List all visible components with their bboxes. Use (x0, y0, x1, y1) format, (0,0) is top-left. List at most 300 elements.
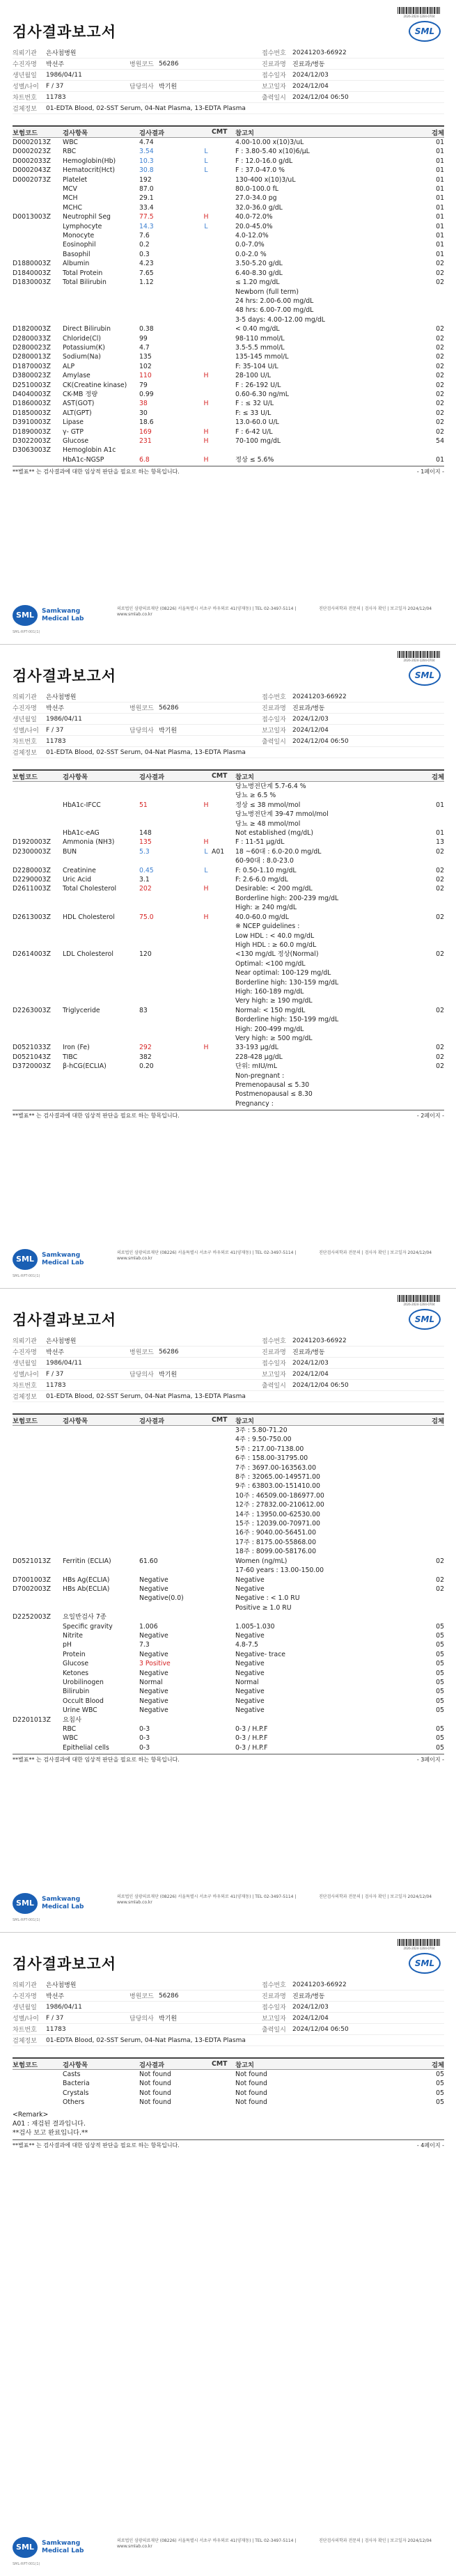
test-name: Uric Acid (63, 876, 92, 884)
reference-range: 17주 : 8175.00-55868.00 (235, 1538, 317, 1546)
specimen-code: 01 (436, 455, 444, 464)
info-label: 수진자명 (13, 1993, 37, 2000)
table-row (13, 250, 444, 259)
info-row (13, 1346, 444, 1358)
test-name: HbA1c-NGSP (63, 455, 104, 464)
info-label: 출력일시 (262, 1383, 286, 1390)
table-row (13, 1053, 444, 1062)
info-label: 생년월일 (13, 1360, 37, 1367)
info-value: 2024/12/04 (292, 1370, 329, 1378)
table-row (13, 1081, 444, 1090)
table-row (13, 1547, 444, 1556)
info-label: 차트번호 (13, 1383, 37, 1390)
result-flag: H (203, 885, 209, 893)
signature-block: 진단검사의학과 전문의 | 검사자 확인 | 보고일자 2024/12/04 (319, 606, 432, 611)
reference-range: 4.0-12.0% (235, 232, 269, 240)
specimen-code: 02 (436, 325, 444, 333)
table-row (13, 409, 444, 418)
test-result: Not found (139, 2098, 171, 2107)
specimen-code: 01 (436, 139, 444, 146)
info-row (13, 1358, 444, 1369)
specimen-code: 01 (436, 241, 444, 249)
info-label: 담당의사 (129, 728, 154, 735)
info-value: 2024/12/03 (292, 1359, 329, 1367)
page-number: - 4페이지 - (416, 2142, 444, 2149)
table-row (13, 978, 444, 987)
company-name: Samkwang Medical Lab (42, 608, 84, 622)
table-row (13, 1631, 444, 1640)
info-label: 병원코드 (129, 1993, 154, 2000)
table-row (13, 231, 444, 240)
test-name: pH (63, 1641, 72, 1649)
test-name: Total Bilirubin (63, 278, 107, 287)
test-result: Negative (139, 1650, 168, 1658)
test-name: Direct Bilirubin (63, 325, 111, 333)
test-result: 0.45 (139, 866, 154, 874)
patient-info (13, 1335, 444, 1402)
table-row (13, 399, 444, 408)
test-name: MCH (63, 194, 78, 203)
info-label: 검체정보 (13, 1394, 37, 1401)
info-label: 보고일자 (262, 728, 286, 735)
table-header (13, 1413, 444, 1426)
reference-range: Premenopausal ≤ 5.30 (235, 1081, 310, 1089)
company-address: 의료법인 삼광의료재단 (08226) 서울특별시 서초구 바우뫼로 41(양재동) | TEL 02-3497-5114 | www.smlab.co.kr (117, 2538, 297, 2549)
table-row (13, 2070, 444, 2079)
test-result: 120 (139, 950, 152, 959)
info-label: 검체정보 (13, 2038, 37, 2045)
report-page (0, 0, 456, 644)
reference-range: 0.0-2.0 % (235, 250, 267, 258)
reference-range: 4.00-10.00 x(10)3/uL (235, 139, 304, 146)
reference-range: 228-428 μg/dL (235, 1053, 283, 1061)
specimen-code: 02 (436, 913, 444, 921)
result-flag: L (204, 222, 208, 230)
test-result: Negative (139, 1706, 168, 1715)
result-flag: L (204, 166, 208, 175)
page-end-line (13, 1110, 444, 1120)
specimen-code: 01 (436, 250, 444, 258)
table-row (13, 838, 444, 847)
test-result: 0-3 (139, 1734, 150, 1743)
reference-range: Negative- trace (235, 1650, 286, 1658)
specimen-code: 02 (436, 866, 444, 874)
table-row (13, 1034, 444, 1043)
specimen-code: 02 (436, 1585, 444, 1593)
info-row (13, 2002, 444, 2013)
reference-range: 40.0-72.0% (235, 213, 273, 221)
table-row (13, 1715, 444, 1725)
barcode-text: 2026-2024-1204-0704 (403, 15, 435, 18)
column-header: 참고치 (235, 2061, 254, 2069)
test-code: D4040003Z (13, 390, 51, 398)
table-row (13, 932, 444, 941)
info-label: 차트번호 (13, 95, 37, 102)
info-row (13, 47, 444, 58)
info-label: 성별/나이 (13, 84, 39, 91)
table-header (13, 769, 444, 782)
info-label: 의뢰기관 (13, 1982, 37, 1989)
reference-range: 27.0-34.0 pg (235, 194, 277, 203)
info-label: 병원코드 (129, 705, 154, 712)
reference-range: ※ NCEP guidelines : (235, 922, 300, 931)
column-header: 검사항목 (63, 1417, 88, 1425)
info-row (13, 58, 444, 70)
company-logo: SML (13, 1249, 38, 1270)
info-label: 출력일시 (262, 739, 286, 746)
reference-range: Non-pregnant : (235, 1071, 285, 1080)
test-code: D2800033Z (13, 334, 51, 343)
info-row (13, 747, 444, 758)
specimen-code: 01 (436, 213, 444, 221)
test-code: D0002033Z (13, 157, 51, 165)
reference-range: High HDL : ≥ 60.0 mg/dL (235, 941, 317, 949)
test-code: D1840003Z (13, 269, 51, 277)
info-label: 차트번호 (13, 739, 37, 746)
info-label: 진료과명 (262, 705, 286, 712)
test-code: D3720003Z (13, 1062, 51, 1071)
info-row (13, 691, 444, 702)
reference-range: 70-100 mg/dL (235, 437, 281, 445)
specimen-code: 05 (436, 1706, 444, 1715)
test-code: D1870003Z (13, 362, 51, 370)
table-row (13, 222, 444, 231)
table-row (13, 306, 444, 315)
reference-range: 5주 : 217.00-7138.00 (235, 1445, 304, 1453)
test-code: D2252003Z (13, 1613, 51, 1621)
test-code: D1880003Z (13, 260, 51, 268)
column-header: 검사결과 (139, 2061, 164, 2069)
table-row (13, 828, 444, 838)
table-row (13, 1678, 444, 1687)
test-name: HbA1c-IFCC (63, 801, 101, 809)
info-value: F / 37 (46, 82, 64, 90)
info-value: 01-EDTA Blood, 02-SST Serum, 04-Nat Plasma, 13-EDTA Plasma (46, 104, 246, 112)
table-row (13, 801, 444, 810)
reference-range: 14주 : 13950.00-62530.00 (235, 1510, 320, 1518)
test-name: Total Cholesterol (63, 885, 117, 893)
test-code: D0521033Z (13, 1044, 51, 1052)
table-row (13, 1099, 444, 1108)
specimen-code: 02 (436, 1062, 444, 1071)
reference-range: 0-3 / H.P.F (235, 1734, 268, 1743)
test-name: Hemoglobin(Hb) (63, 157, 116, 165)
info-label: 접수번호 (262, 1338, 286, 1345)
table-row (13, 437, 444, 446)
table-row (13, 1538, 444, 1547)
info-label: 접수번호 (262, 694, 286, 701)
reference-range: 18주 : 8099.00-58176.00 (235, 1548, 317, 1556)
reference-range: 0-3 / H.P.F (235, 1743, 268, 1752)
table-row (13, 950, 444, 959)
signature-block: 진단검사의학과 전문의 | 검사자 확인 | 보고일자 2024/12/04 (319, 1250, 432, 1255)
test-result: Not found (139, 2080, 171, 2088)
info-value: 2024/12/04 06:50 (292, 93, 349, 101)
reference-range: Near optimal: 100-129 mg/dL (235, 969, 331, 977)
info-value: 박기원 (159, 1372, 178, 1379)
reference-range: 17-60 years : 13.00-150.00 (235, 1566, 324, 1575)
company-logo: SML (13, 1893, 38, 1914)
test-name: Potassium(K) (63, 343, 105, 352)
table-row (13, 1435, 444, 1444)
test-code: D0521013Z (13, 1557, 51, 1565)
reference-range: 18 ~60대 : 6.0-20.0 mg/dL (235, 847, 322, 856)
table-row (13, 884, 444, 893)
test-result: 4.7 (139, 343, 150, 352)
reference-range: Very high: ≥ 500 mg/dL (235, 1034, 313, 1042)
test-result: Negative (139, 1585, 168, 1593)
table-row (13, 166, 444, 175)
info-value: 박선주 (46, 705, 65, 712)
test-name: TIBC (63, 1053, 78, 1061)
test-result: Negative (139, 1669, 168, 1677)
table-row (13, 1566, 444, 1575)
column-header: 보험코드 (13, 2061, 38, 2069)
test-result: 169 (139, 427, 152, 436)
barcode-text: 2026-2024-1204-0704 (403, 1947, 435, 1950)
sml-logo: SML (409, 1953, 441, 1974)
test-result: Negative (139, 1688, 168, 1696)
report-title: 검사결과보고서 (13, 668, 117, 684)
barcode-graphic (398, 651, 441, 658)
specimen-code: 01 (436, 166, 444, 175)
column-header: 검사결과 (139, 1417, 164, 1425)
test-name: Nitrite (63, 1631, 83, 1640)
reference-range: Negative (235, 1660, 265, 1668)
reference-range: 당뇨병전단계 5.7-6.4 % (235, 783, 306, 790)
table-row (13, 1482, 444, 1491)
specimen-code: 02 (436, 260, 444, 268)
table-row (13, 1454, 444, 1463)
reference-range: Not found (235, 2071, 267, 2078)
specimen-code: 02 (436, 885, 444, 893)
table-row (13, 959, 444, 968)
reference-range: 24 hrs: 2.00-6.00 mg/dL (235, 297, 314, 305)
column-header: 검체 (432, 2061, 444, 2069)
reference-range: 9주 : 63803.00-151410.00 (235, 1482, 320, 1491)
info-value: 은사첨병원 (46, 694, 77, 701)
reference-range: Not established (mg/dL) (235, 829, 313, 838)
form-code: SML-RPT-001(1) (13, 1918, 40, 1922)
reference-range: 0.0-7.0% (235, 241, 265, 249)
test-result: 0-3 (139, 1725, 150, 1733)
result-flag: H (203, 1044, 209, 1052)
test-code: D1860003Z (13, 400, 51, 408)
table-row (13, 212, 444, 221)
info-label: 보고일자 (262, 2016, 286, 2023)
test-name: Protein (63, 1650, 86, 1658)
info-value: 56286 (159, 704, 179, 712)
remark-note: **별표** 는 검사결과에 대한 임상적 판단을 필요로 하는 항목입니다. (13, 469, 180, 476)
table-row (13, 1090, 444, 1099)
reference-range: 4주 : 9.50-750.00 (235, 1436, 292, 1444)
company-address: 의료법인 삼광의료재단 (08226) 서울특별시 서초구 바우뫼로 41(양재동) | TEL 02-3497-5114 | www.smlab.co.kr (117, 1250, 297, 1261)
reference-range: 3-5 days: 4.00-12.00 mg/dL (235, 315, 325, 324)
reference-range: Negative (235, 1585, 265, 1593)
test-code: D2280003Z (13, 866, 51, 874)
form-code: SML-RPT-001(1) (13, 2562, 40, 2566)
reference-range: 1.005-1.030 (235, 1622, 275, 1631)
specimen-code: 02 (436, 1006, 444, 1014)
report-footer (13, 2536, 444, 2565)
reference-range: Negative : < 1.0 RU (235, 1594, 300, 1603)
company-address: 의료법인 삼광의료재단 (08226) 서울특별시 서초구 바우뫼로 41(양재동) | TEL 02-3497-5114 | www.smlab.co.kr (117, 1894, 297, 1905)
patient-info (13, 1979, 444, 2046)
reference-range: Not found (235, 2098, 267, 2107)
info-value: 2024/12/04 (292, 2014, 329, 2022)
test-result: 99 (139, 334, 148, 343)
specimen-code: 05 (436, 2080, 444, 2088)
specimen-code: 01 (436, 175, 444, 184)
info-value: 2024/12/04 06:50 (292, 737, 349, 745)
test-result: 0.2 (139, 241, 150, 249)
info-value: F / 37 (46, 2014, 64, 2022)
comment-code: A01 (212, 847, 225, 856)
reference-range: 당뇨 ≥ 48 mmol/mol (235, 819, 301, 828)
info-label: 접수일자 (262, 716, 286, 723)
info-label: 생년월일 (13, 716, 37, 723)
table-header (13, 125, 444, 138)
reference-range: F : 6-42 U/L (235, 427, 273, 436)
specimen-code: 01 (436, 801, 444, 809)
test-name: LDL Cholesterol (63, 950, 113, 959)
specimen-code: 01 (436, 185, 444, 194)
reference-range: Positive ≥ 1.0 RU (235, 1603, 292, 1612)
report-footer (13, 1248, 444, 1277)
table-row (13, 856, 444, 865)
reference-range: ≤ 1.20 mg/dL (235, 278, 280, 287)
info-row (13, 1391, 444, 1402)
specimen-code: 01 (436, 829, 444, 838)
table-row (13, 810, 444, 819)
reference-range: 7주 : 3697.00-163563.00 (235, 1463, 317, 1472)
test-name: Chloride(Cl) (63, 334, 102, 343)
specimen-code: 02 (436, 1053, 444, 1061)
reference-range: 40.0-60.0 mg/dL (235, 913, 289, 921)
info-value: 2024/12/03 (292, 2003, 329, 2011)
table-row (13, 1426, 444, 1435)
specimen-code: 05 (436, 1688, 444, 1696)
reference-range: Borderline high: 130-159 mg/dL (235, 978, 339, 987)
table-row (13, 2079, 444, 2088)
test-name: CK(Creatine kinase) (63, 381, 127, 389)
table-row (13, 1025, 444, 1034)
specimen-code: 05 (436, 1678, 444, 1686)
specimen-code: 05 (436, 1622, 444, 1631)
result-flag: L (204, 847, 208, 856)
info-label: 접수일자 (262, 72, 286, 79)
test-result: 135 (139, 353, 152, 361)
info-row (13, 2013, 444, 2024)
report-page (0, 1288, 456, 1932)
table-row (13, 427, 444, 437)
reference-range: High: 160-189 mg/dL (235, 987, 304, 996)
table-row (13, 240, 444, 249)
info-value: 2024/12/03 (292, 71, 329, 79)
test-name: HbA1c-eAG (63, 829, 100, 838)
results-table (13, 2057, 444, 2149)
info-value: 11783 (46, 1381, 66, 1389)
info-label: 보고일자 (262, 84, 286, 91)
specimen-code: 02 (436, 950, 444, 959)
table-row (13, 894, 444, 903)
test-result: 4.23 (139, 260, 154, 268)
test-result: 148 (139, 829, 152, 838)
company-logo: SML (13, 605, 38, 626)
patient-info (13, 691, 444, 758)
column-header: 검사결과 (139, 129, 164, 137)
test-result: 7.3 (139, 1641, 150, 1649)
test-name: HBs Ag(ECLIA) (63, 1576, 110, 1584)
table-row (13, 390, 444, 399)
reference-range: F : 3.80-5.40 x(10)6/μL (235, 148, 310, 156)
reference-range: Very high: ≥ 190 mg/dL (235, 997, 313, 1005)
info-row (13, 103, 444, 114)
reference-range: F: 35-104 U/L (235, 362, 278, 370)
table-row (13, 913, 444, 922)
table-row (13, 866, 444, 875)
column-header: 보험코드 (13, 1417, 38, 1425)
table-row (13, 2089, 444, 2098)
specimen-code: 02 (436, 390, 444, 398)
test-name: RBC (63, 148, 77, 156)
test-name: Eosinophil (63, 241, 96, 249)
info-label: 병원코드 (129, 61, 154, 68)
test-name: Sodium(Na) (63, 353, 101, 361)
specimen-code: 05 (436, 1660, 444, 1668)
result-flag: H (203, 400, 209, 408)
page-end-line (13, 466, 444, 476)
test-name: γ- GTP (63, 427, 84, 436)
table-row (13, 1585, 444, 1594)
info-label: 수진자명 (13, 1349, 37, 1356)
test-result: 7.6 (139, 232, 150, 240)
test-name: MCV (63, 185, 77, 194)
test-code: D0013003Z (13, 213, 51, 221)
table-row (13, 1659, 444, 1668)
test-result: 3.1 (139, 876, 150, 884)
specimen-code: 05 (436, 1725, 444, 1733)
column-header: CMT (212, 772, 228, 780)
test-code: D2300003Z (13, 847, 51, 856)
info-value: 2024/12/04 06:50 (292, 2025, 349, 2033)
test-result: 7.65 (139, 269, 154, 277)
test-name: MCHC (63, 203, 82, 212)
info-row (13, 2024, 444, 2035)
info-value: 01-EDTA Blood, 02-SST Serum, 04-Nat Plasma, 13-EDTA Plasma (46, 1392, 246, 1400)
table-row (13, 269, 444, 278)
info-value: 2024/12/04 06:50 (292, 1381, 349, 1389)
reference-range: Optimal: <100 mg/dL (235, 959, 306, 968)
sml-logo: SML (409, 665, 441, 686)
table-row (13, 2098, 444, 2107)
column-header: 검사항목 (63, 773, 88, 781)
test-code: D7001003Z (13, 1576, 51, 1584)
table-row (13, 1445, 444, 1454)
info-row (13, 92, 444, 103)
test-name: Monocyte (63, 232, 95, 240)
report-page (0, 1932, 456, 2576)
sml-logo: SML (409, 21, 441, 42)
test-name: 요침사 (63, 1715, 81, 1724)
test-result: 102 (139, 362, 152, 370)
info-value: 01-EDTA Blood, 02-SST Serum, 04-Nat Plasma, 13-EDTA Plasma (46, 748, 246, 756)
reference-range: <130 mg/dL 정상(Normal) (235, 950, 319, 959)
info-label: 수진자명 (13, 705, 37, 712)
test-name: Specific gravity (63, 1622, 113, 1631)
table-row (13, 996, 444, 1005)
info-value: 2024/12/04 (292, 726, 329, 734)
